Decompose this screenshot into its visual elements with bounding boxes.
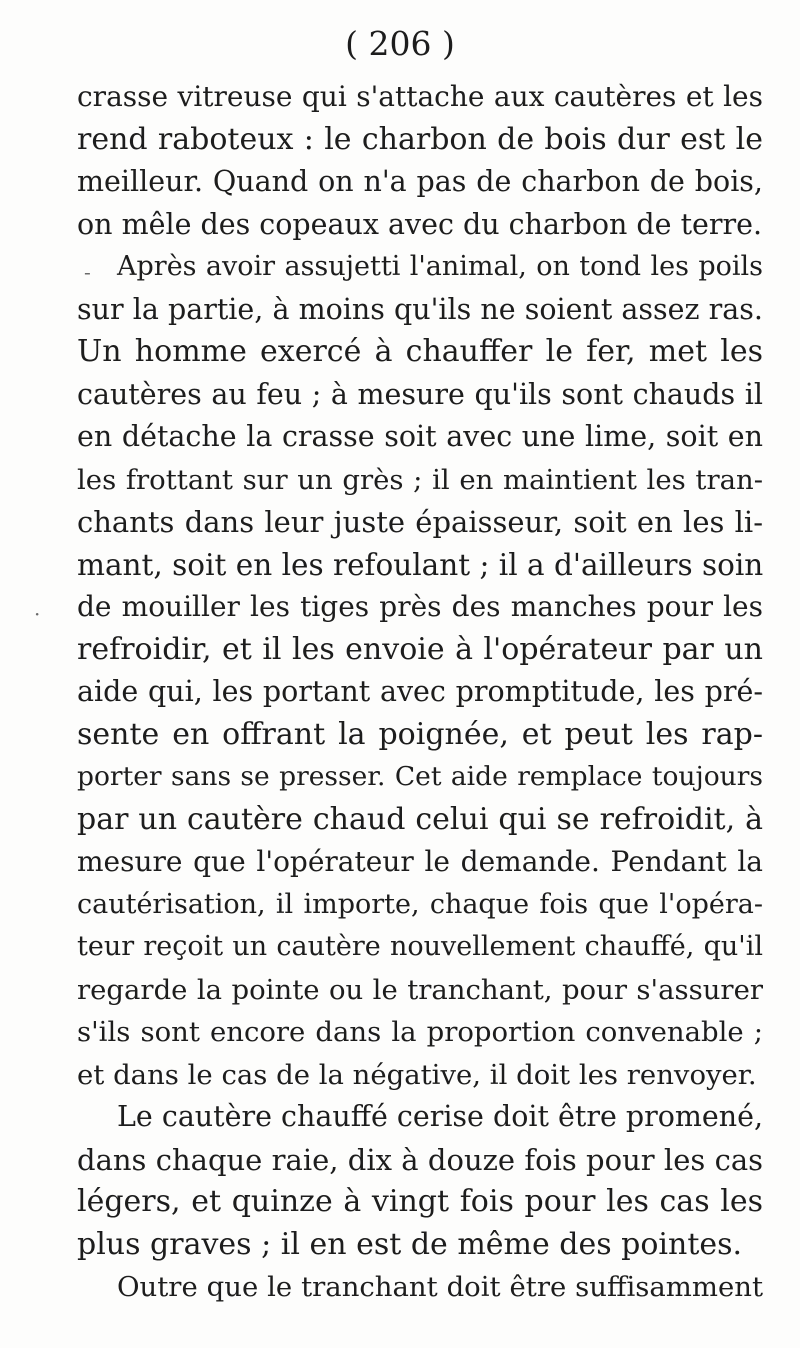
text-line: et dans le cas de la négative, il doit les renvoyer. xyxy=(77,1058,757,1091)
text-line: on mêle des copeaux avec du charbon de terre. xyxy=(77,207,763,241)
text-line: par un cautère chaud celui qui se refroidit, à xyxy=(77,801,763,837)
text-line: cautérisation, il importe, chaque fois que l'opéra- xyxy=(77,888,763,920)
text-line: plus graves ; il en est de même des pointes. xyxy=(77,1226,743,1262)
text-line: sente en offrant la poignée, et peut les rap- xyxy=(77,716,763,752)
text-line: teur reçoit un cautère nouvellement chauffé, qu'il xyxy=(77,931,763,962)
text-line: s'ils sont encore dans la proportion convenable ; xyxy=(77,1016,763,1048)
text-line: en détache la crasse soit avec une lime, soit en xyxy=(77,420,763,453)
text-line: Un homme exercé à chauffer le fer, met les xyxy=(77,334,763,369)
text-line: chants dans leur juste épaisseur, soit en les li- xyxy=(77,505,763,539)
text-line: rend raboteux : le charbon de bois dur est le xyxy=(77,121,763,157)
margin-dot-mark: · xyxy=(34,602,41,626)
text-line: Le cautère chauffé cerise doit être promené, xyxy=(117,1100,763,1133)
text-line: mesure que l'opérateur le demande. Pendant la xyxy=(77,845,763,878)
text-line: refroidir, et il les envoie à l'opérateur par un xyxy=(77,631,763,667)
text-line: légers, et quinze à vingt fois pour les cas les xyxy=(77,1184,763,1219)
text-line: mant, soit en les refoulant ; il a d'ailleurs soin xyxy=(77,547,763,582)
text-line: dans chaque raie, dix à douze fois pour les cas xyxy=(77,1142,763,1177)
text-line: de mouiller les tiges près des manches pour les xyxy=(77,590,763,623)
page-number: ( 206 ) xyxy=(345,24,455,63)
text-line: meilleur. Quand on n'a pas de charbon de bois, xyxy=(77,165,763,198)
text-line: Après avoir assujetti l'animal, on tond les poils xyxy=(117,251,763,282)
margin-dash-mark: - xyxy=(84,260,91,284)
body-text xyxy=(77,76,763,1309)
text-line: Outre que le tranchant doit être suffisamment xyxy=(117,1271,763,1303)
text-line: regarde la pointe ou le tranchant, pour s'assurer xyxy=(77,973,763,1006)
text-line: crasse vitreuse qui s'attache aux cautères et les xyxy=(77,80,763,113)
text-line: porter sans se presser. Cet aide remplace toujours xyxy=(77,761,763,792)
text-line: aide qui, les portant avec promptitude, les pré- xyxy=(77,675,763,708)
text-line: cautères au feu ; à mesure qu'ils sont chauds il xyxy=(77,377,763,411)
text-line: les frottant sur un grès ; il en maintient les tran- xyxy=(77,463,763,496)
text-line: sur la partie, à moins qu'ils ne soient assez ras. xyxy=(77,292,763,326)
